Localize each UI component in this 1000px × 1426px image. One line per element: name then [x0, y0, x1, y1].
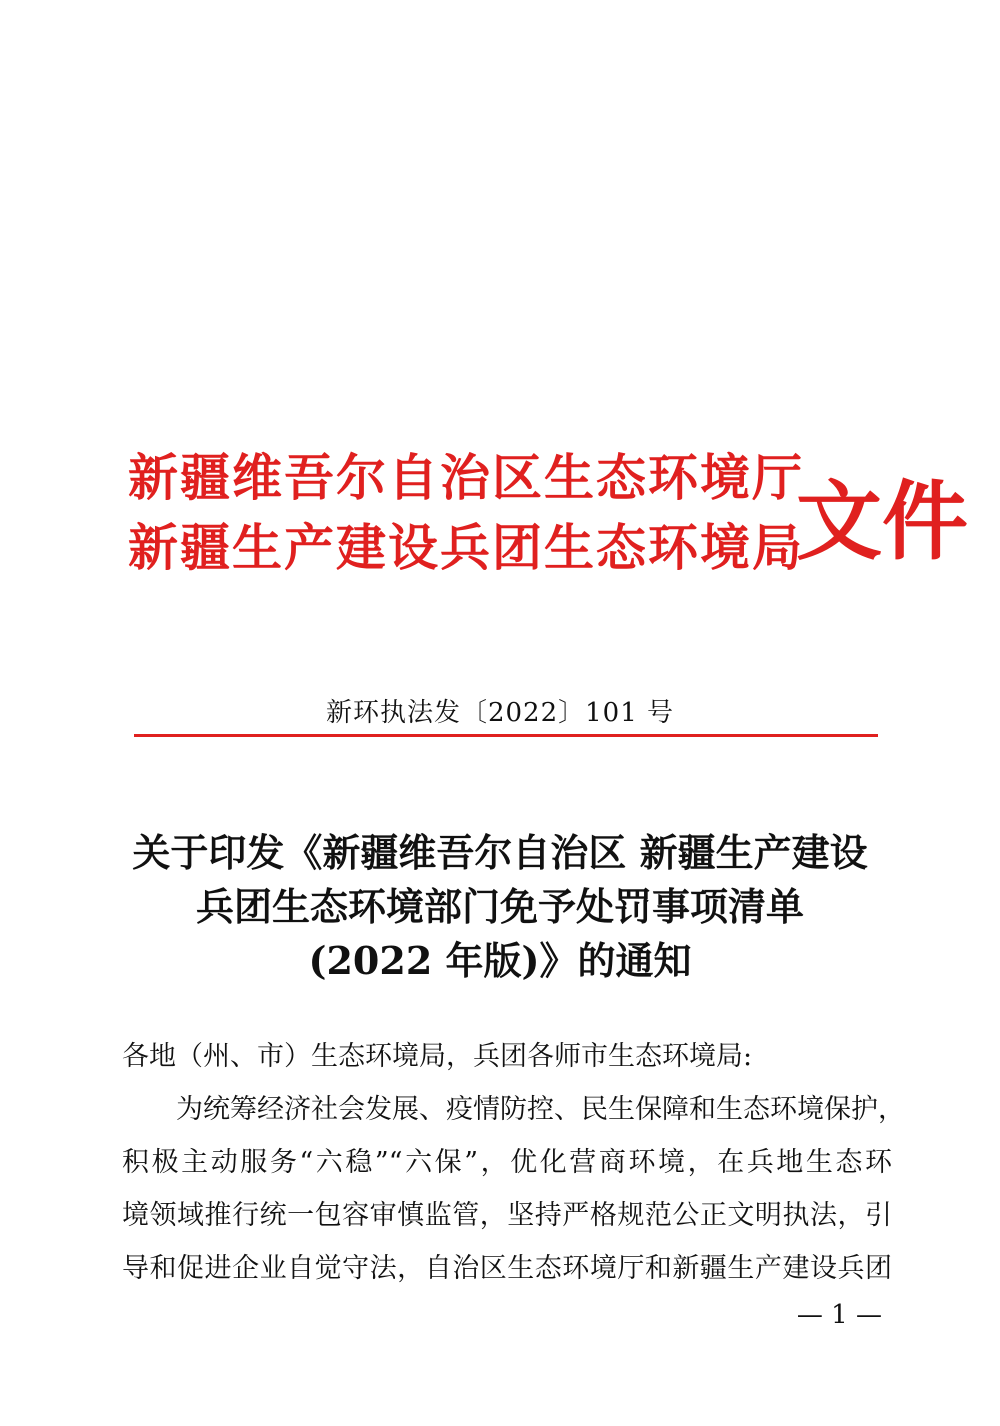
document-number: 新环执法发〔2022〕101 号: [325, 698, 675, 728]
masthead-issuer-2: 新疆生产建设兵团生态环境局: [128, 519, 804, 577]
title-line-2: 兵团生态环境部门免予处罚事项清单: [195, 884, 804, 929]
masthead-suffix: 文件: [796, 472, 968, 572]
red-separator-line: [134, 734, 878, 737]
title-line-3: (2022 年版)》的通知: [308, 938, 692, 983]
salutation: 各地（州、市）生态环境局，兵团各师市生态环境局:: [122, 1041, 753, 1072]
masthead-issuer-1: 新疆维吾尔自治区生态环境厅: [128, 449, 804, 507]
title-line-1: 关于印发《新疆维吾尔自治区 新疆生产建设: [132, 830, 868, 875]
body-line-1: 为统筹经济社会发展、疫情防控、民生保障和生态环境保护，: [176, 1094, 905, 1125]
body-line-3: 境领域推行统一包容审慎监管，坚持严格规范公正文明执法，引: [122, 1200, 892, 1231]
red-masthead: [128, 448, 968, 588]
body-line-2: 积极主动服务“六稳”“六保”，优化营商环境，在兵地生态环: [122, 1147, 892, 1178]
document-title: [0, 826, 1000, 988]
page-number: — 1 —: [796, 1300, 882, 1330]
body-line-4: 导和促进企业自觉守法，自治区生态环境厅和新疆生产建设兵团: [122, 1253, 892, 1284]
